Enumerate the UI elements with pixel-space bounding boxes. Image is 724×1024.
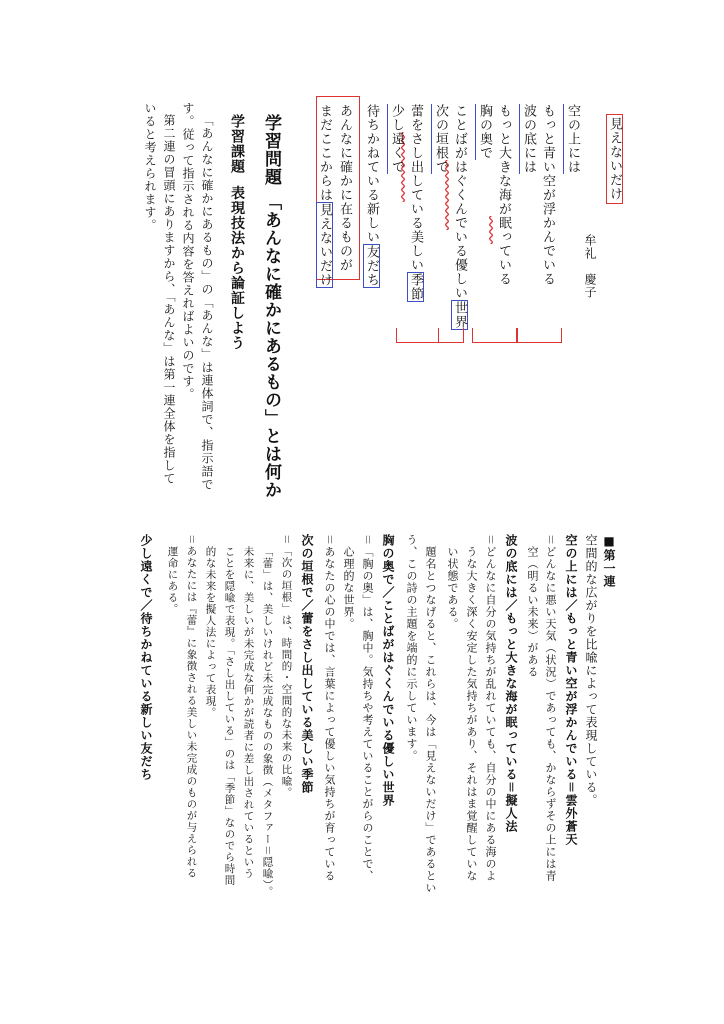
s2-note-2: う、この詩の主題を端的に示しています。 — [405, 534, 418, 762]
poem-line-4 — [497, 104, 510, 286]
s2-note-1: 題名とつなげると、これらは、今は「見えないだけ」であるとい — [424, 546, 437, 894]
poem-line-1: 空の上には — [565, 104, 580, 174]
study-problem: 学習問題 「あんなに確かにあるもの」とは何か — [261, 114, 281, 499]
poem-title: 見えないだけ — [606, 114, 623, 204]
study-para1-line2: す。従って指示される内容を答えればよいのです。 — [181, 102, 195, 401]
s2-body-3: い状態である。 — [446, 546, 459, 630]
s4-body-1: ＝「次の垣根」は、時間的・空間的な未来の比喩。 — [280, 534, 293, 799]
bracket-3 — [396, 328, 464, 343]
s3-head: 胸の奥で／ことばがはぐくんでいる優しい世界 — [381, 534, 395, 807]
s1-head: 空の上には／もっと青い空が浮かんでいる＝雲外蒼天 — [564, 534, 578, 847]
s1-body-1: ＝どんなに悪い天気（状況）であっても、かならずその上には青 — [544, 534, 557, 882]
s2-body-1: ＝どんなに自分の気持ちが乱れていても、自分の中にある海のよ — [484, 534, 497, 882]
s4-body-7: 運命にある。 — [166, 546, 179, 615]
s5-head: 少し遠くで／待ちかねている新しい友だち — [139, 534, 153, 781]
s3-body-1: ＝「胸の奥」は、胸中。気持ちや考えていることがらのことで、 — [361, 534, 374, 882]
poem-line-10: 待ちかねている新しい友だち — [364, 104, 379, 287]
analysis-heading: ■第一連 — [602, 534, 616, 588]
analysis-intro: 空間的な広がりを比喩によって表現している。 — [584, 534, 598, 807]
bracket-2 — [472, 328, 518, 343]
s3-body-2: 心理的な世界。 — [342, 546, 355, 630]
study-para2-line2: いると考えられます。 — [143, 102, 157, 232]
poem-line-7: 次の垣根で — [433, 104, 448, 174]
s4-body-4: ことを隠喩で表現。「さし出している」のは「季節」なのでら時間 — [223, 546, 236, 886]
study-para2-line1: 第二連の冒頭にありますから、「あんな」は第一連全体を指して — [162, 114, 176, 485]
bracket-1 — [516, 328, 562, 343]
s4-body-6: ＝あなたには『蕾』に象徴される美しい未完成のものが与えられる — [185, 534, 198, 879]
s4-body-5: 的な未来を擬人法によって表現。 — [204, 546, 217, 719]
poem-line-2: もっと青い空が浮かんでいる — [540, 104, 555, 286]
study-task: 学習課題 表現技法から論証しよう — [229, 114, 245, 351]
s3-body-3: ＝あなたの心の中では、言葉によって優しい気持ちが育っている — [323, 534, 336, 882]
s4-body-2: 「蕾」は、美しいけれど未完成なものの象徴（メタファー＝隠喩）。 — [261, 546, 274, 898]
poem-line-12: まだここからは見えないだけ — [317, 104, 332, 287]
poem-author: 牟礼 慶子 — [583, 234, 597, 299]
poem-line-4-wavy: 眠っ — [496, 216, 511, 244]
poem-line-3: 波の底には — [521, 104, 536, 174]
poem-line-9: 少し遠くで — [389, 104, 404, 174]
s2-head: 波の底には／もっと大きな海が眠っている＝擬人法 — [504, 534, 518, 834]
poem-line-5: 胸の奥で — [477, 104, 492, 160]
poem-line-6: ことばがはぐくんでいる優しい世界 — [452, 104, 467, 329]
s1-body-2: 空（明るい未来）がある — [526, 546, 539, 678]
poem-line-8: 蕾をさし出している美しい季節 — [408, 104, 423, 301]
s2-body-2: うな大きく深く安定した気持ちがあり、それはま覚醒していな — [465, 546, 478, 882]
poem-line-4-a: もっと大きな海が — [496, 104, 511, 216]
s4-body-3: 未来に、美しいが未完成な何かが読者に差し出されているという — [242, 546, 255, 880]
poem-line-11: あんなに確かに在るものが — [337, 104, 352, 272]
bracket-3-mid — [438, 328, 439, 342]
poem-line-4-b: ている — [496, 244, 511, 286]
s4-head: 次の垣根で／蕾をさし出している美しい季節 — [300, 534, 314, 794]
study-para1-line1: 「あんなに確かにあるもの」の「あんな」は連体詞で、指示語で — [200, 114, 214, 491]
